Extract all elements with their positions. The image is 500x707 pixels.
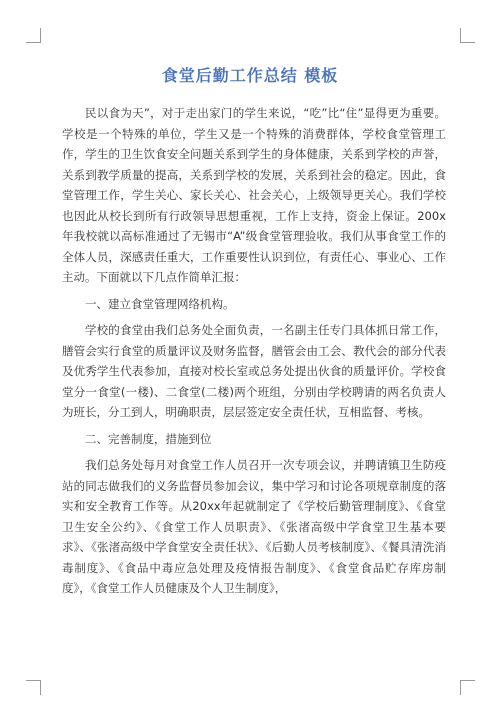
- document-body: [62, 103, 446, 605]
- document-title: 食堂后勤工作总结 模板: [161, 66, 339, 85]
- paragraph-regulations: 我们总务处每月对食堂工作人员召开一次专项会议，并聘请镇卫生防疫站的同志做我们的义务监督员参加会议，集中学习和讨论各项规章制度的落实和安全教育工作等。从20xx年起就制定了《学校后勤管理制度》、《食堂卫生安全公约》、《食堂工作人员职责》、《张渚高级中学食堂卫生基本要求》、《张渚高级中学食堂安全责任状》、《后勤人员考核制度》、《餐具清洗消毒制度》、《食品中毒应急处理及疫情报告制度》、《食堂食品贮存库房制度》，《食堂工作人员健康及个人卫生制度》，: [62, 458, 446, 595]
- section-heading-2: 二、完善制度，措施到位: [85, 431, 212, 446]
- paragraph-management: 学校的食堂由我们总务处全面负责，一名副主任专门具体抓日常工作，膳管会实行食堂的质量评议及财务监督，膳管会由工会、教代会的部分代表及优秀学生代表参加，直接对校长室或总务处提出伙食的质量评价。学校食堂分一食堂(一楼)、二食堂(二楼)两个班组，分别由学校聘请的两名负责人为班长，分工到人，明确职责，层层签定安全责任状，互相监督、考核。: [62, 323, 446, 419]
- section-heading-1: 一、建立食堂管理网络机构。: [85, 296, 235, 311]
- crop-mark-bottom-left: [26, 680, 41, 695]
- paragraph-intro: 民以食为天”，对于走出家门的学生来说，“吃”比“住”显得更为重要。学校是一个特殊的单位，学生又是一个特殊的消费群体，学校食堂管理工作，学生的卫生饮食安全问题关系到学生的身体健康，关系到学校的声誉，关系到教学质量的提高，关系到学校的发展，关系到社会的稳定。因此，食堂管理工作，学生关心、家长关心、社会关心，上级领导更关心。我们学校也因此从校长到所有行政领导思想重视，工作上支持，资金上保证。200x年我校就以高标准通过了无锡市“A”级食堂管理验收。我们从事食堂工作的全体人员，深感责任重大，工作重要性认识到位，有责任心、事业心、工作主动。下面就以下几点作简单汇报：: [62, 106, 446, 284]
- crop-mark-bottom-right: [460, 680, 475, 695]
- crop-mark-top-right: [460, 28, 475, 43]
- crop-mark-top-left: [26, 28, 41, 43]
